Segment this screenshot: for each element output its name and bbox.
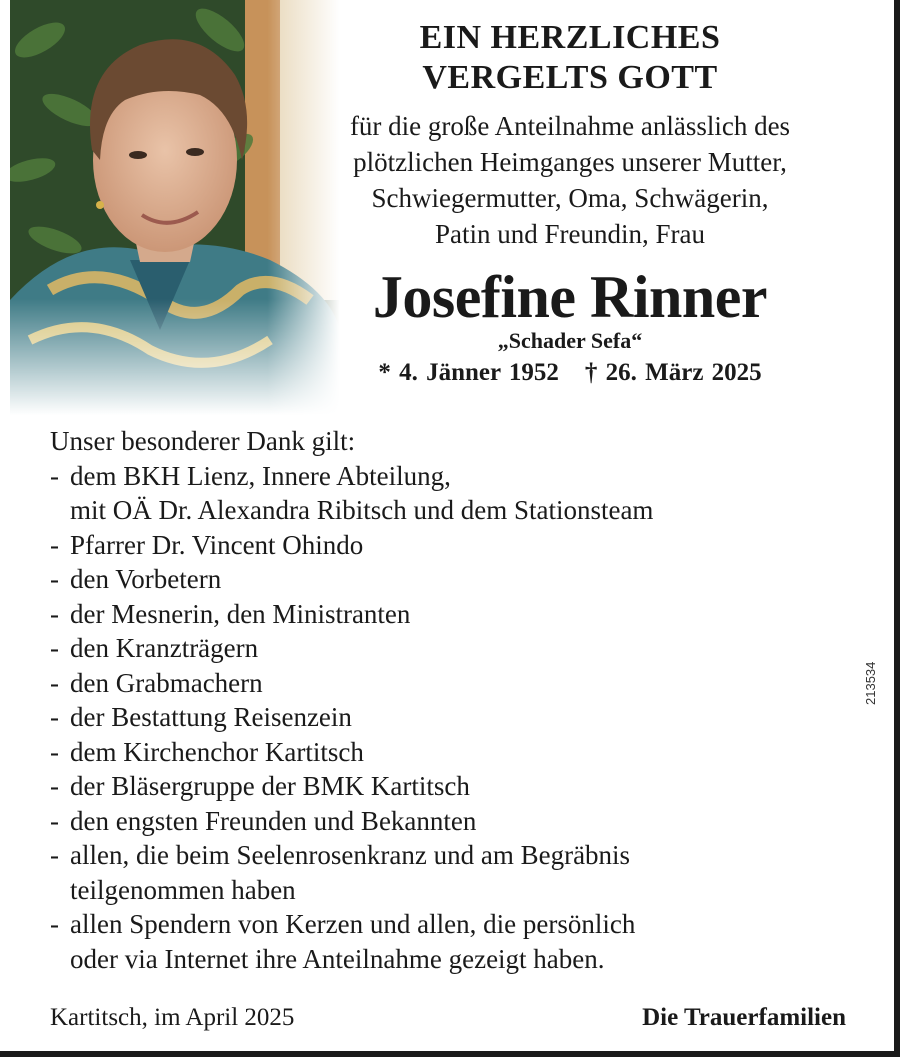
portrait-illustration — [10, 0, 340, 415]
list-dash: - — [50, 667, 59, 698]
thanks-lead: Unser besonderer Dank gilt: — [50, 426, 356, 456]
reference-number: 213534 — [863, 661, 878, 705]
deceased-name: Josefine Rinner — [372, 264, 768, 330]
thanks-item-line: dem BKH Lienz, Innere Abteilung, — [70, 460, 451, 491]
thanks-item-line: dem Kirchenchor Kartitsch — [70, 736, 364, 767]
list-dash: - — [50, 771, 59, 801]
thanks-item-line: den engsten Freunden und Bekannten — [70, 805, 477, 836]
thanks-item-line: den Kranzträgern — [70, 633, 259, 663]
thanks-item-line: allen Spendern von Kerzen und allen, die persönlich — [70, 909, 636, 939]
thanks-item — [50, 838, 850, 907]
thanks-item — [50, 769, 850, 804]
life-dates — [300, 358, 840, 388]
thanks-item-line: der Mesnerin, den Ministranten — [70, 598, 411, 629]
thanks-item-line: Pfarrer Dr. Vincent Ohindo — [70, 529, 364, 560]
header-block — [300, 18, 840, 388]
title-line-2: VERGELTS GOTT — [422, 59, 718, 96]
place-date: Kartitsch, im April 2025 — [50, 1004, 295, 1031]
thanks-item-line: den Vorbetern — [70, 564, 222, 594]
intro-line: Patin und Freundin, Frau — [435, 219, 705, 249]
intro-line: Schwiegermutter, Oma, Schwägerin, — [371, 183, 769, 213]
thanks-item — [50, 804, 850, 839]
signature: Die Trauerfamilien — [642, 1004, 846, 1031]
list-dash: - — [50, 736, 59, 767]
list-dash: - — [50, 564, 59, 594]
list-dash: - — [50, 909, 59, 939]
list-dash: - — [50, 840, 59, 870]
death-date: † 26. März 2025 — [584, 359, 762, 386]
thanks-item — [50, 666, 850, 701]
thanks-item-line: teilgenommen haben — [70, 874, 296, 905]
list-dash: - — [50, 598, 59, 629]
nickname: „Schader Sefa“ — [497, 328, 643, 353]
list-dash: - — [50, 702, 59, 732]
intro-text — [300, 108, 840, 252]
intro-line: für die große Anteilnahme anlässlich des — [349, 111, 791, 141]
thanks-section — [50, 424, 850, 976]
thanks-item-line: der Bestattung Reisenzein — [70, 702, 352, 732]
thanks-item-line: der Bläsergruppe der BMK Kartitsch — [70, 771, 470, 801]
thanks-list — [50, 459, 850, 977]
thanks-item-line: oder via Internet ihre Anteilnahme gezeigt haben. — [70, 943, 605, 974]
thanks-item — [50, 735, 850, 770]
portrait-photo — [10, 0, 340, 415]
thanks-item — [50, 459, 850, 528]
intro-line: plötzlichen Heimganges unserer Mutter, — [353, 147, 787, 177]
thanks-item — [50, 700, 850, 735]
list-dash: - — [50, 805, 59, 836]
thanks-item-line: den Grabmachern — [70, 667, 263, 698]
thanks-item — [50, 528, 850, 563]
thanks-item — [50, 562, 850, 597]
thanks-item — [50, 597, 850, 632]
thanks-item-line: allen, die beim Seelenrosenkranz und am Begräbnis — [70, 840, 631, 870]
title-line-1: EIN HERZLICHES — [419, 19, 721, 56]
thanks-item — [50, 631, 850, 666]
birth-date: * 4. Jänner 1952 — [378, 359, 559, 386]
list-dash: - — [50, 529, 59, 560]
thanks-item — [50, 907, 850, 976]
thanks-item-line: mit OÄ Dr. Alexandra Ribitsch und dem Stationsteam — [70, 495, 654, 525]
list-dash: - — [50, 460, 59, 491]
list-dash: - — [50, 633, 59, 663]
